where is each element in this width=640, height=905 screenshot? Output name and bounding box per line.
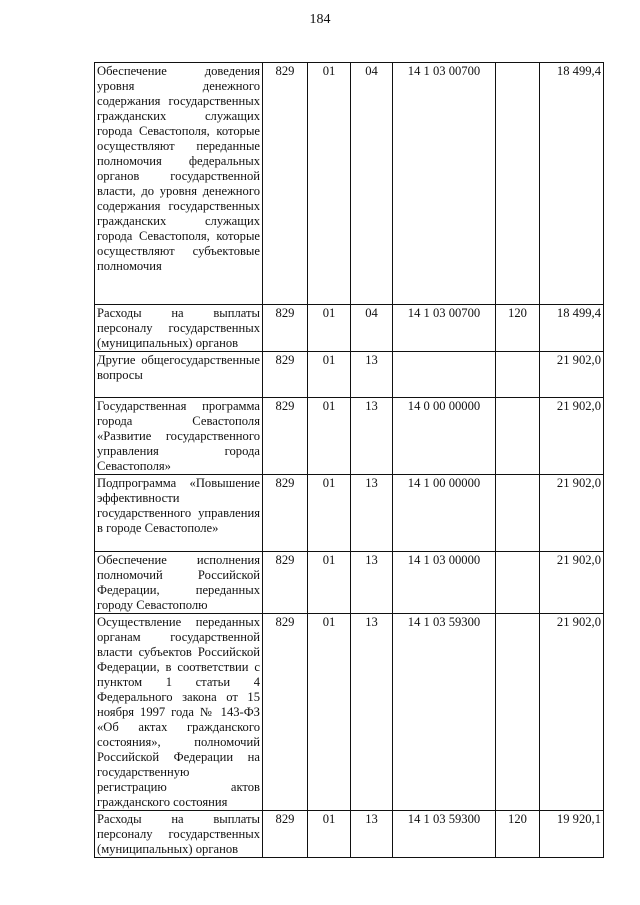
table-row bbox=[95, 552, 604, 614]
page-number: 184 bbox=[309, 12, 331, 27]
table-row bbox=[95, 63, 604, 305]
subsection-code-cell: 13 bbox=[351, 614, 393, 811]
target-article-cell: 14 1 00 00000 bbox=[393, 475, 496, 552]
subsection-code-cell: 04 bbox=[351, 63, 393, 305]
row-name-cell: Расходы на выплаты персоналу государственных (муниципальных) органов bbox=[95, 305, 263, 352]
expense-type-cell bbox=[496, 614, 540, 811]
section-code-cell: 01 bbox=[308, 614, 351, 811]
amount-cell: 21 902,0 bbox=[540, 352, 604, 398]
table-row bbox=[95, 475, 604, 552]
target-article-cell: 14 1 03 00700 bbox=[393, 63, 496, 305]
row-name-cell: Расходы на выплаты персоналу государственных (муниципальных) органов bbox=[95, 811, 263, 858]
table-row bbox=[95, 398, 604, 475]
target-article-cell: 14 1 03 00000 bbox=[393, 552, 496, 614]
row-name-cell: Государственная программа города Севастополя «Развитие государственного управления города Севастополя» bbox=[95, 398, 263, 475]
target-article-cell bbox=[393, 352, 496, 398]
expense-type-cell: 120 bbox=[496, 811, 540, 858]
ministry-code-cell: 829 bbox=[263, 552, 308, 614]
row-name-cell: Другие общегосударственные вопросы bbox=[95, 352, 263, 398]
target-article-cell: 14 0 00 00000 bbox=[393, 398, 496, 475]
section-code-cell: 01 bbox=[308, 398, 351, 475]
expense-type-cell bbox=[496, 398, 540, 475]
section-code-cell: 01 bbox=[308, 552, 351, 614]
expense-type-cell bbox=[496, 552, 540, 614]
section-code-cell: 01 bbox=[308, 63, 351, 305]
subsection-code-cell: 13 bbox=[351, 352, 393, 398]
row-name-cell: Обеспечение исполнения полномочий Российской Федерации, переданных городу Севастополю bbox=[95, 552, 263, 614]
subsection-code-cell: 13 bbox=[351, 552, 393, 614]
amount-cell: 21 902,0 bbox=[540, 552, 604, 614]
ministry-code-cell: 829 bbox=[263, 811, 308, 858]
expense-type-cell bbox=[496, 475, 540, 552]
ministry-code-cell: 829 bbox=[263, 475, 308, 552]
subsection-code-cell: 13 bbox=[351, 398, 393, 475]
target-article-cell: 14 1 03 59300 bbox=[393, 811, 496, 858]
amount-cell: 21 902,0 bbox=[540, 475, 604, 552]
amount-cell: 19 920,1 bbox=[540, 811, 604, 858]
amount-cell: 21 902,0 bbox=[540, 398, 604, 475]
table-row bbox=[95, 614, 604, 811]
subsection-code-cell: 13 bbox=[351, 475, 393, 552]
table-row bbox=[95, 811, 604, 858]
amount-cell: 18 499,4 bbox=[540, 63, 604, 305]
subsection-code-cell: 13 bbox=[351, 811, 393, 858]
ministry-code-cell: 829 bbox=[263, 305, 308, 352]
ministry-code-cell: 829 bbox=[263, 398, 308, 475]
target-article-cell: 14 1 03 00700 bbox=[393, 305, 496, 352]
expense-type-cell: 120 bbox=[496, 305, 540, 352]
section-code-cell: 01 bbox=[308, 305, 351, 352]
section-code-cell: 01 bbox=[308, 352, 351, 398]
amount-cell: 21 902,0 bbox=[540, 614, 604, 811]
row-name-cell: Подпрограмма «Повышение эффективности государственного управления в городе Севастополе» bbox=[95, 475, 263, 552]
section-code-cell: 01 bbox=[308, 475, 351, 552]
ministry-code-cell: 829 bbox=[263, 614, 308, 811]
target-article-cell: 14 1 03 59300 bbox=[393, 614, 496, 811]
row-name-cell: Обеспечение доведения уровня денежного содержания государственных гражданских служащих города Севастополя, которые осуществляют переданные полномочия федеральных органов государственной власти, до уровня денежного содержания государственных гражданских служащих города Севастополя, которые осуществляют субъектовые полномочия bbox=[95, 63, 263, 305]
section-code-cell: 01 bbox=[308, 811, 351, 858]
budget-table bbox=[94, 62, 604, 858]
expense-type-cell bbox=[496, 352, 540, 398]
ministry-code-cell: 829 bbox=[263, 63, 308, 305]
expense-type-cell bbox=[496, 63, 540, 305]
table-row bbox=[95, 352, 604, 398]
subsection-code-cell: 04 bbox=[351, 305, 393, 352]
table-row bbox=[95, 305, 604, 352]
row-name-cell: Осуществление переданных органам государственной власти субъектов Российской Федерации, в соответствии с пунктом 1 статьи 4 Федерального закона от 15 ноября 1997 года № 143-ФЗ «Об актах гражданского состояния», полномочий Российской Федерации на государственную регистрацию актов гражданского состояния bbox=[95, 614, 263, 811]
amount-cell: 18 499,4 bbox=[540, 305, 604, 352]
ministry-code-cell: 829 bbox=[263, 352, 308, 398]
